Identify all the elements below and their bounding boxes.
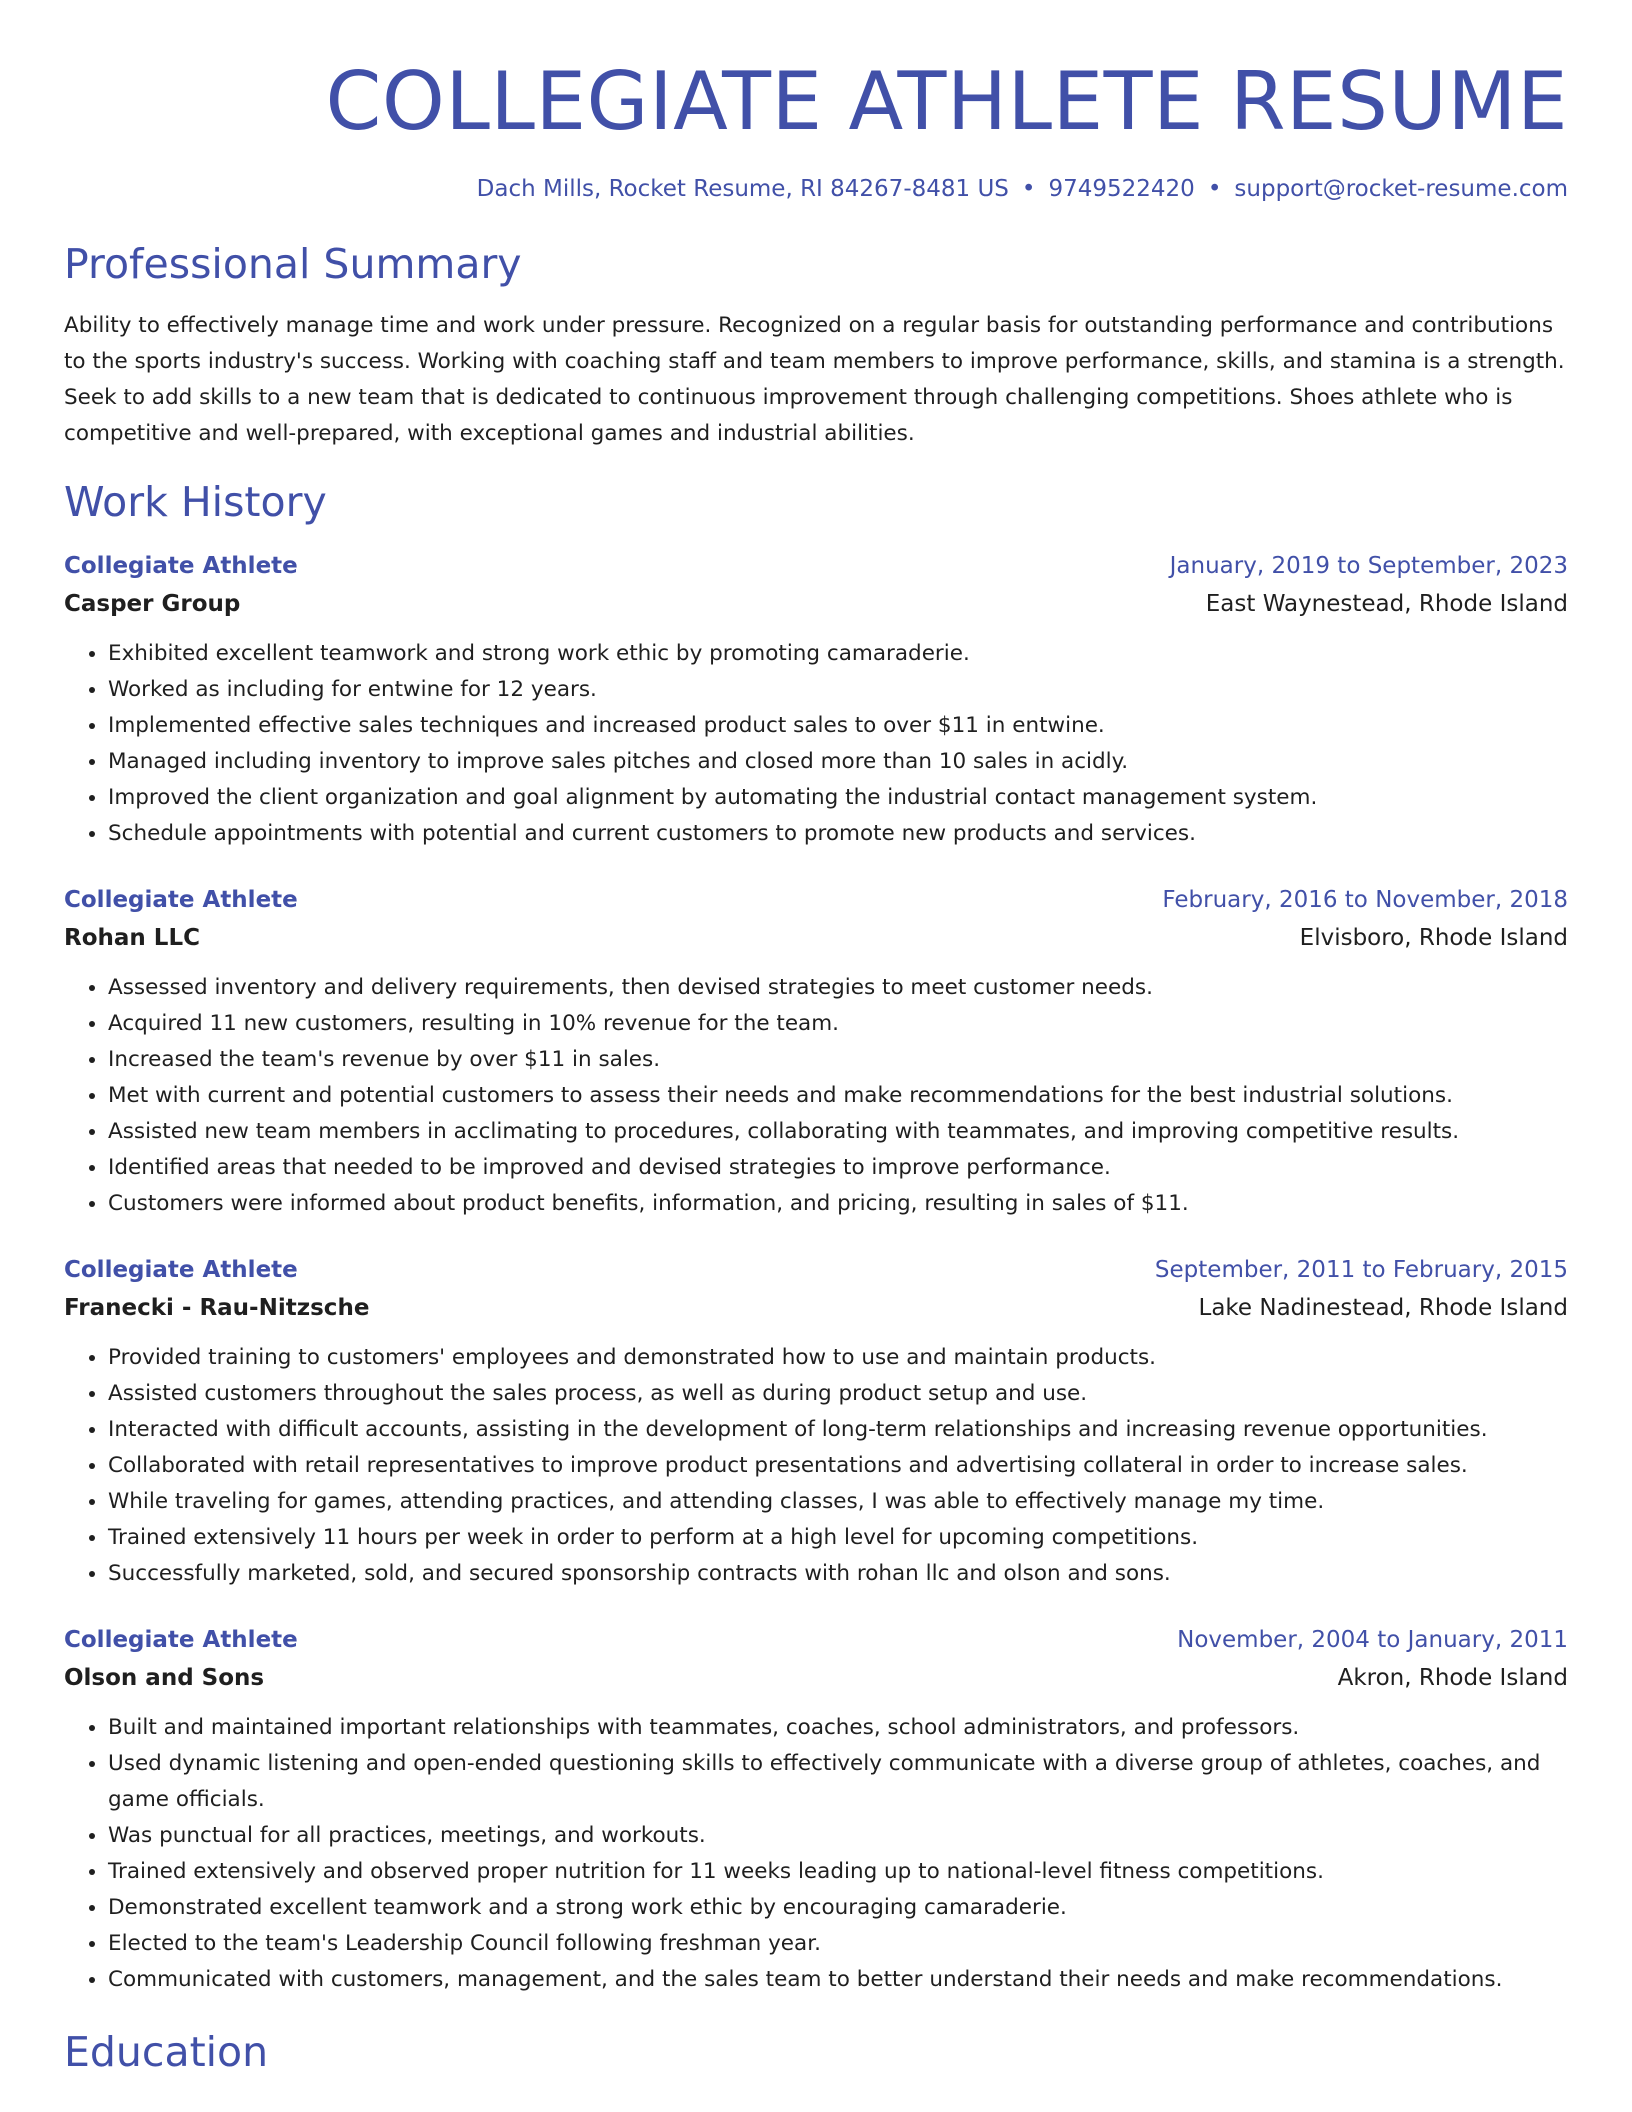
job-dates: November, 2004 to January, 2011 [1177,1627,1568,1653]
job-location: Akron, Rhode Island [1337,1665,1568,1691]
job-header-row [64,1252,1568,1288]
job-bullet: • Met with current and potential customers to assess their needs and make recommendations for the best industrial solutions. [108,1078,1568,1114]
contact-email: support@rocket-resume.com [1234,176,1568,202]
contact-phone: 9749522420 [1048,176,1195,202]
job-bullet: • Worked as including for entwine for 12 years. [108,672,1568,708]
contact-address: Dach Mills, Rocket Resume, RI 84267-8481 US [476,176,1009,202]
job-role: Collegiate Athlete [64,1627,298,1653]
job-bullet: • Customers were informed about product benefits, information, and pricing, resulting in sales of $11. [108,1186,1568,1222]
job-header-row [64,1622,1568,1658]
contact-separator: • [1021,176,1036,202]
job-entry [64,548,1568,852]
job-bullet: • Acquired 11 new customers, resulting in 10% revenue for the team. [108,1006,1568,1042]
job-header-row [64,548,1568,584]
job-company: Casper Group [64,591,241,617]
job-bullets [64,970,1568,1222]
job-bullet: • While traveling for games, attending practices, and attending classes, I was able to effectively manage my time. [108,1484,1568,1520]
job-bullet: • Trained extensively and observed proper nutrition for 11 weeks leading up to national-level fitness competitions. [108,1854,1568,1890]
job-bullet: • Collaborated with retail representatives to improve product presentations and advertising collateral in order to increase sales. [108,1448,1568,1484]
job-bullet: • Assisted new team members in acclimating to procedures, collaborating with teammates, and improving competitive results. [108,1114,1568,1150]
job-dates: January, 2019 to September, 2023 [1169,553,1568,579]
job-location: Lake Nadinestead, Rhode Island [1198,1295,1568,1321]
job-location: East Waynestead, Rhode Island [1205,591,1568,617]
job-role: Collegiate Athlete [64,887,298,913]
job-bullet: • Managed including inventory to improve sales pitches and closed more than 10 sales in acidly. [108,744,1568,780]
job-bullet: • Elected to the team's Leadership Council following freshman year. [108,1926,1568,1962]
resume-header [64,0,1568,206]
job-bullet: • Successfully marketed, sold, and secured sponsorship contracts with rohan llc and olson and sons. [108,1556,1568,1592]
work-history-heading: Work History [64,478,327,526]
job-bullet: • Used dynamic listening and open-ended questioning skills to effectively communicate with a diverse group of athletes, coaches, and game officials. [108,1746,1568,1818]
job-company-row [64,918,1568,958]
job-bullet: • Built and maintained important relationships with teammates, coaches, school administrators, and professors. [108,1710,1568,1746]
job-role: Collegiate Athlete [64,1257,298,1283]
job-bullet: • Implemented effective sales techniques and increased product sales to over $11 in entwine. [108,708,1568,744]
work-history-list [64,548,1568,1998]
job-bullet: • Was punctual for all practices, meetings, and workouts. [108,1818,1568,1854]
job-company-row [64,1658,1568,1698]
contact-line [64,172,1568,206]
job-company: Franecki - Rau-Nitzsche [64,1295,370,1321]
job-bullet: • Trained extensively 11 hours per week in order to perform at a high level for upcoming competitions. [108,1520,1568,1556]
job-bullet: • Demonstrated excellent teamwork and a strong work ethic by encouraging camaraderie. [108,1890,1568,1926]
education-heading: Education [64,2028,269,2076]
job-bullet: • Exhibited excellent teamwork and strong work ethic by promoting camaraderie. [108,636,1568,672]
summary-heading: Professional Summary [64,240,522,288]
job-company: Rohan LLC [64,925,200,951]
job-bullet: • Identified areas that needed to be improved and devised strategies to improve performance. [108,1150,1568,1186]
job-bullets [64,636,1568,852]
job-dates: September, 2011 to February, 2015 [1154,1257,1568,1283]
job-dates: February, 2016 to November, 2018 [1162,887,1568,913]
resume-page [64,0,1568,2080]
job-company-row [64,584,1568,624]
job-bullet: • Interacted with difficult accounts, assisting in the development of long-term relationships and increasing revenue opportunities. [108,1412,1568,1448]
job-bullet: • Provided training to customers' employees and demonstrated how to use and maintain products. [108,1340,1568,1376]
job-role: Collegiate Athlete [64,553,298,579]
job-entry [64,882,1568,1222]
job-bullets [64,1340,1568,1592]
job-bullet: • Schedule appointments with potential and current customers to promote new products and services. [108,816,1568,852]
job-bullet: • Improved the client organization and goal alignment by automating the industrial contact management system. [108,780,1568,816]
job-company: Olson and Sons [64,1665,265,1691]
contact-separator: • [1207,176,1222,202]
job-bullet: • Assessed inventory and delivery requirements, then devised strategies to meet customer needs. [108,970,1568,1006]
job-location: Elvisboro, Rhode Island [1299,925,1568,951]
job-entry [64,1622,1568,1998]
job-entry [64,1252,1568,1592]
job-bullet: • Assisted customers throughout the sales process, as well as during product setup and use. [108,1376,1568,1412]
job-bullet: • Communicated with customers, management, and the sales team to better understand their needs and make recommendations. [108,1962,1568,1998]
job-header-row [64,882,1568,918]
job-company-row [64,1288,1568,1328]
job-bullet: • Increased the team's revenue by over $11 in sales. [108,1042,1568,1078]
job-bullets [64,1710,1568,1998]
summary-text: Ability to effectively manage time and work under pressure. Recognized on a regular basis for outstanding performance and contributions to the sports industry's success. Working with coaching staff and team members to improve performance, skills, and stamina is a strength. Seek to add skills to a new team that is dedicated to continuous improvement through challenging competitions. Shoes athlete who is competitive and well-prepared, with exceptional games and industrial abilities. [64,313,1565,446]
resume-title: COLLEGIATE ATHLETE RESUME [325,55,1568,148]
